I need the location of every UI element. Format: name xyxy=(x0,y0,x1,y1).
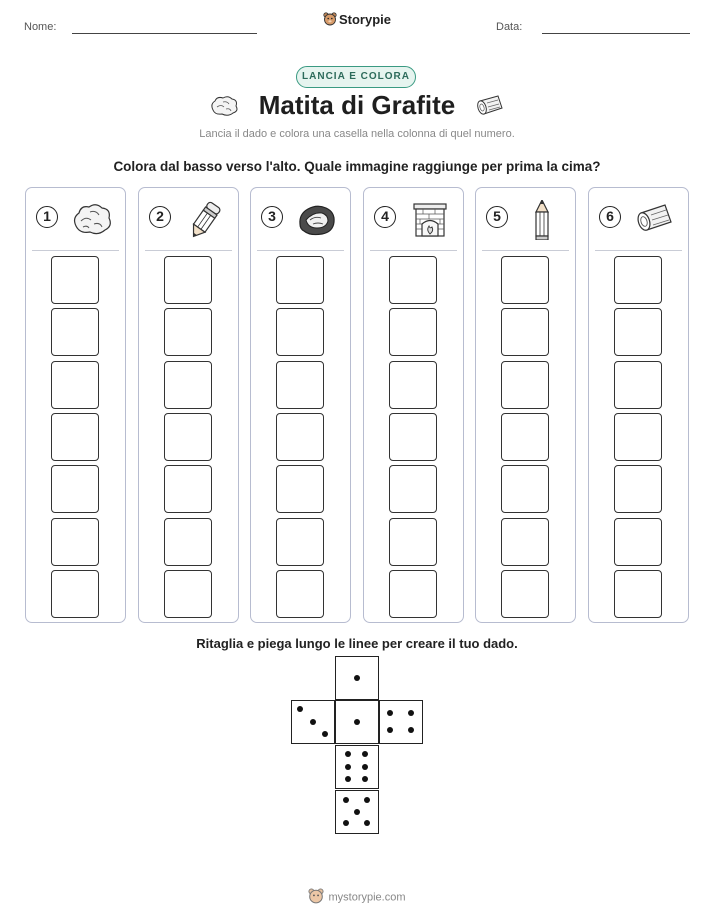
column-number: 3 xyxy=(261,206,283,228)
dice-face-1 xyxy=(335,700,379,744)
color-box[interactable] xyxy=(164,256,212,304)
column-divider xyxy=(370,250,457,251)
dice-pip xyxy=(354,809,360,815)
date-label: Data: xyxy=(496,21,523,33)
pencil-icon xyxy=(183,200,227,240)
dice-pip xyxy=(408,727,414,733)
dice-pip xyxy=(297,706,303,712)
color-box[interactable] xyxy=(614,413,662,461)
color-box[interactable] xyxy=(501,413,549,461)
color-box[interactable] xyxy=(389,361,437,409)
brand-name: Storypie xyxy=(338,12,391,27)
graphite-chunk-icon xyxy=(70,200,114,240)
column-divider xyxy=(595,250,682,251)
color-box[interactable] xyxy=(164,570,212,618)
page-subtitle: Lancia il dado e colora una casella nella colonna di quel numero. xyxy=(199,128,515,140)
column-3 xyxy=(250,187,351,623)
color-box[interactable] xyxy=(501,361,549,409)
color-box[interactable] xyxy=(389,413,437,461)
brand-logo xyxy=(0,12,714,29)
dice-face-5 xyxy=(335,790,379,834)
color-box[interactable] xyxy=(164,308,212,356)
coal-rock-icon xyxy=(295,200,339,240)
column-5 xyxy=(475,187,576,623)
dice-instruction: Ritaglia e piega lungo le linee per creare il tuo dado. xyxy=(196,636,518,651)
dice-pip xyxy=(408,710,414,716)
color-box[interactable] xyxy=(501,465,549,513)
color-box[interactable] xyxy=(614,518,662,566)
color-box[interactable] xyxy=(164,465,212,513)
color-box[interactable] xyxy=(51,361,99,409)
dice-pip xyxy=(387,710,393,716)
color-box[interactable] xyxy=(614,570,662,618)
pencil-icon xyxy=(520,200,564,240)
color-box[interactable] xyxy=(276,256,324,304)
color-box[interactable] xyxy=(389,518,437,566)
color-box[interactable] xyxy=(164,361,212,409)
color-box[interactable] xyxy=(614,308,662,356)
color-box[interactable] xyxy=(276,413,324,461)
color-box[interactable] xyxy=(51,518,99,566)
dice-pip xyxy=(343,820,349,826)
dice-pip xyxy=(362,776,368,782)
color-box[interactable] xyxy=(51,570,99,618)
dice-pip xyxy=(322,731,328,737)
color-box[interactable] xyxy=(389,570,437,618)
color-box[interactable] xyxy=(501,308,549,356)
color-box[interactable] xyxy=(276,518,324,566)
dice-pip xyxy=(343,797,349,803)
dice-pip xyxy=(354,675,360,681)
activity-badge: LANCIA E COLORA xyxy=(296,66,416,88)
dice-pip xyxy=(345,751,351,757)
column-1 xyxy=(25,187,126,623)
column-number: 4 xyxy=(374,206,396,228)
color-box[interactable] xyxy=(51,465,99,513)
column-6 xyxy=(588,187,689,623)
column-4 xyxy=(363,187,464,623)
column-divider xyxy=(32,250,119,251)
column-number: 2 xyxy=(149,206,171,228)
dice-face-3 xyxy=(291,700,335,744)
name-line[interactable] xyxy=(72,33,257,34)
dice-pip xyxy=(345,764,351,770)
log-icon xyxy=(474,94,506,123)
column-divider xyxy=(257,250,344,251)
color-box[interactable] xyxy=(501,518,549,566)
color-box[interactable] xyxy=(276,465,324,513)
dice-pip xyxy=(354,719,360,725)
column-2 xyxy=(138,187,239,623)
color-box[interactable] xyxy=(51,256,99,304)
color-box[interactable] xyxy=(164,518,212,566)
dice-pip xyxy=(345,776,351,782)
color-box[interactable] xyxy=(501,570,549,618)
dice-face-6 xyxy=(335,745,379,789)
color-box[interactable] xyxy=(51,308,99,356)
color-box[interactable] xyxy=(389,256,437,304)
bear-icon xyxy=(308,888,324,907)
color-box[interactable] xyxy=(614,465,662,513)
color-box[interactable] xyxy=(614,361,662,409)
dice-pip xyxy=(310,719,316,725)
date-line[interactable] xyxy=(542,33,690,34)
color-box[interactable] xyxy=(389,465,437,513)
color-box[interactable] xyxy=(276,361,324,409)
color-box[interactable] xyxy=(276,570,324,618)
fireplace-icon xyxy=(408,200,452,240)
column-divider xyxy=(482,250,569,251)
footer xyxy=(0,888,714,907)
color-box[interactable] xyxy=(276,308,324,356)
footer-url[interactable]: mystorypie.com xyxy=(328,891,406,904)
color-box[interactable] xyxy=(614,256,662,304)
color-box[interactable] xyxy=(501,256,549,304)
bear-icon xyxy=(323,12,337,29)
race-instruction: Colora dal basso verso l'alto. Quale immagine raggiunge per prima la cima? xyxy=(113,159,601,174)
dice-pip xyxy=(364,797,370,803)
column-number: 6 xyxy=(599,206,621,228)
page-title: Matita di Grafite xyxy=(258,90,456,120)
column-divider xyxy=(145,250,232,251)
dice-pip xyxy=(364,820,370,826)
color-box[interactable] xyxy=(164,413,212,461)
color-box[interactable] xyxy=(51,413,99,461)
dice-pip xyxy=(362,764,368,770)
column-number: 1 xyxy=(36,206,58,228)
column-number: 5 xyxy=(486,206,508,228)
log-icon xyxy=(633,200,677,240)
dice-pip xyxy=(387,727,393,733)
color-box[interactable] xyxy=(389,308,437,356)
dice-face-1 xyxy=(335,656,379,700)
dice-pip xyxy=(362,751,368,757)
name-label: Nome: xyxy=(24,21,57,33)
dice-face-4 xyxy=(379,700,423,744)
